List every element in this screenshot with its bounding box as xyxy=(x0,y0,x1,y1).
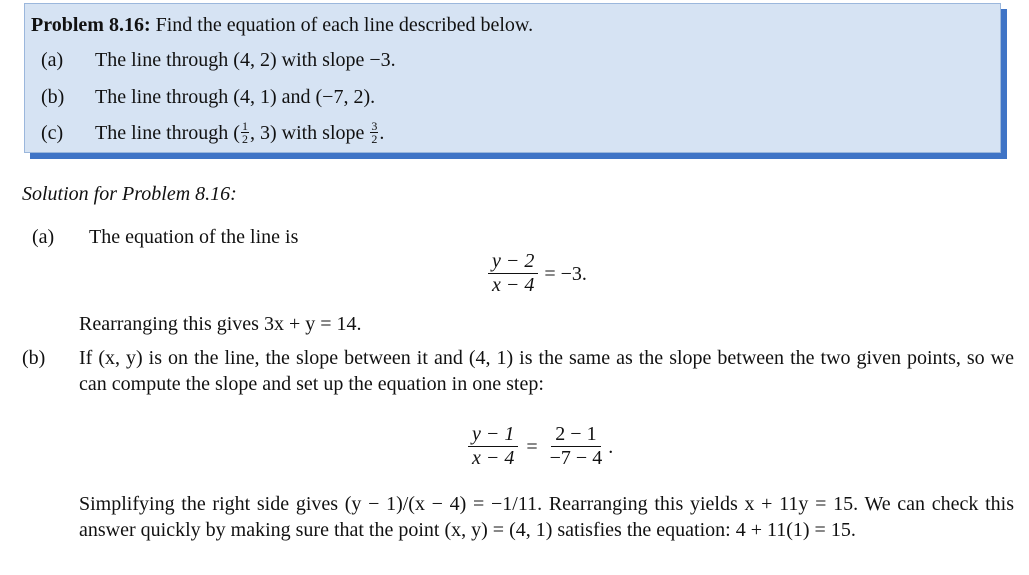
problem-item-c xyxy=(31,120,384,147)
equation-b xyxy=(468,423,613,470)
problem-item-a xyxy=(31,47,396,73)
fraction-numerator: 3 xyxy=(371,118,378,133)
solution-a-intro: The equation of the line is xyxy=(89,226,299,248)
item-letter: (c) xyxy=(41,122,64,144)
equation-a xyxy=(488,250,595,297)
item-letter: (b) xyxy=(41,86,65,108)
equation-a-rhs: = −3. xyxy=(544,262,587,285)
item-text-pre: The line through ( xyxy=(95,122,240,144)
equation-b-right-denominator: −7 − 4 xyxy=(549,447,603,469)
solution-title: Solution for Problem 8.16: xyxy=(22,183,237,205)
solution-a-intro-line xyxy=(22,224,298,250)
equation-b-right-numerator: 2 − 1 xyxy=(551,423,600,447)
equation-a-denominator: x − 4 xyxy=(492,274,535,296)
equation-a-numerator: y − 2 xyxy=(488,250,538,274)
solution-b-letter: (b) xyxy=(22,347,46,369)
solution-a-letter: (a) xyxy=(32,226,55,248)
problem-label: Problem 8.16: xyxy=(31,14,151,36)
solution-a-result: Rearranging this gives 3x + y = 14. xyxy=(79,313,362,335)
problem-box xyxy=(24,3,1001,153)
equation-b-left-denominator: x − 4 xyxy=(472,447,515,469)
item-letter: (a) xyxy=(41,49,64,71)
equation-b-left-numerator: y − 1 xyxy=(468,423,518,447)
fraction-three-halves xyxy=(370,120,378,145)
fraction-numerator: 1 xyxy=(241,118,248,133)
solution-b-result: Simplifying the right side gives (y − 1)/(x − 4) = −1/11. Rearranging this yields x + 11y = 15. We can check this answer quickly by making sure that the point (x, y) = (4, 1) satisfies the equation: 4 + 11(1) = 15. xyxy=(79,493,1014,541)
item-text: The line through (4, 2) with slope −3. xyxy=(95,49,396,71)
problem-heading xyxy=(31,12,533,38)
equation-b-right-fraction xyxy=(546,423,607,470)
item-text-post: . xyxy=(379,122,385,144)
fraction-denominator: 2 xyxy=(371,131,378,146)
item-text: The line through (4, 1) and (−7, 2). xyxy=(95,86,376,108)
equation-b-equals: = xyxy=(526,435,538,458)
item-text-mid: , 3) with slope xyxy=(249,122,370,144)
problem-prompt: Find the equation of each line described below. xyxy=(155,14,534,36)
equation-b-left-fraction xyxy=(468,423,518,470)
equation-a-fraction xyxy=(488,250,538,297)
equation-b-period: . xyxy=(608,435,614,458)
solution-b-intro: If (x, y) is on the line, the slope between it and (4, 1) is the same as the slope between the two given points, so we can compute the slope and set up the equation in one step: xyxy=(79,347,1014,395)
fraction-denominator: 2 xyxy=(241,131,248,146)
problem-item-b xyxy=(31,84,375,110)
fraction-one-half xyxy=(241,120,249,145)
